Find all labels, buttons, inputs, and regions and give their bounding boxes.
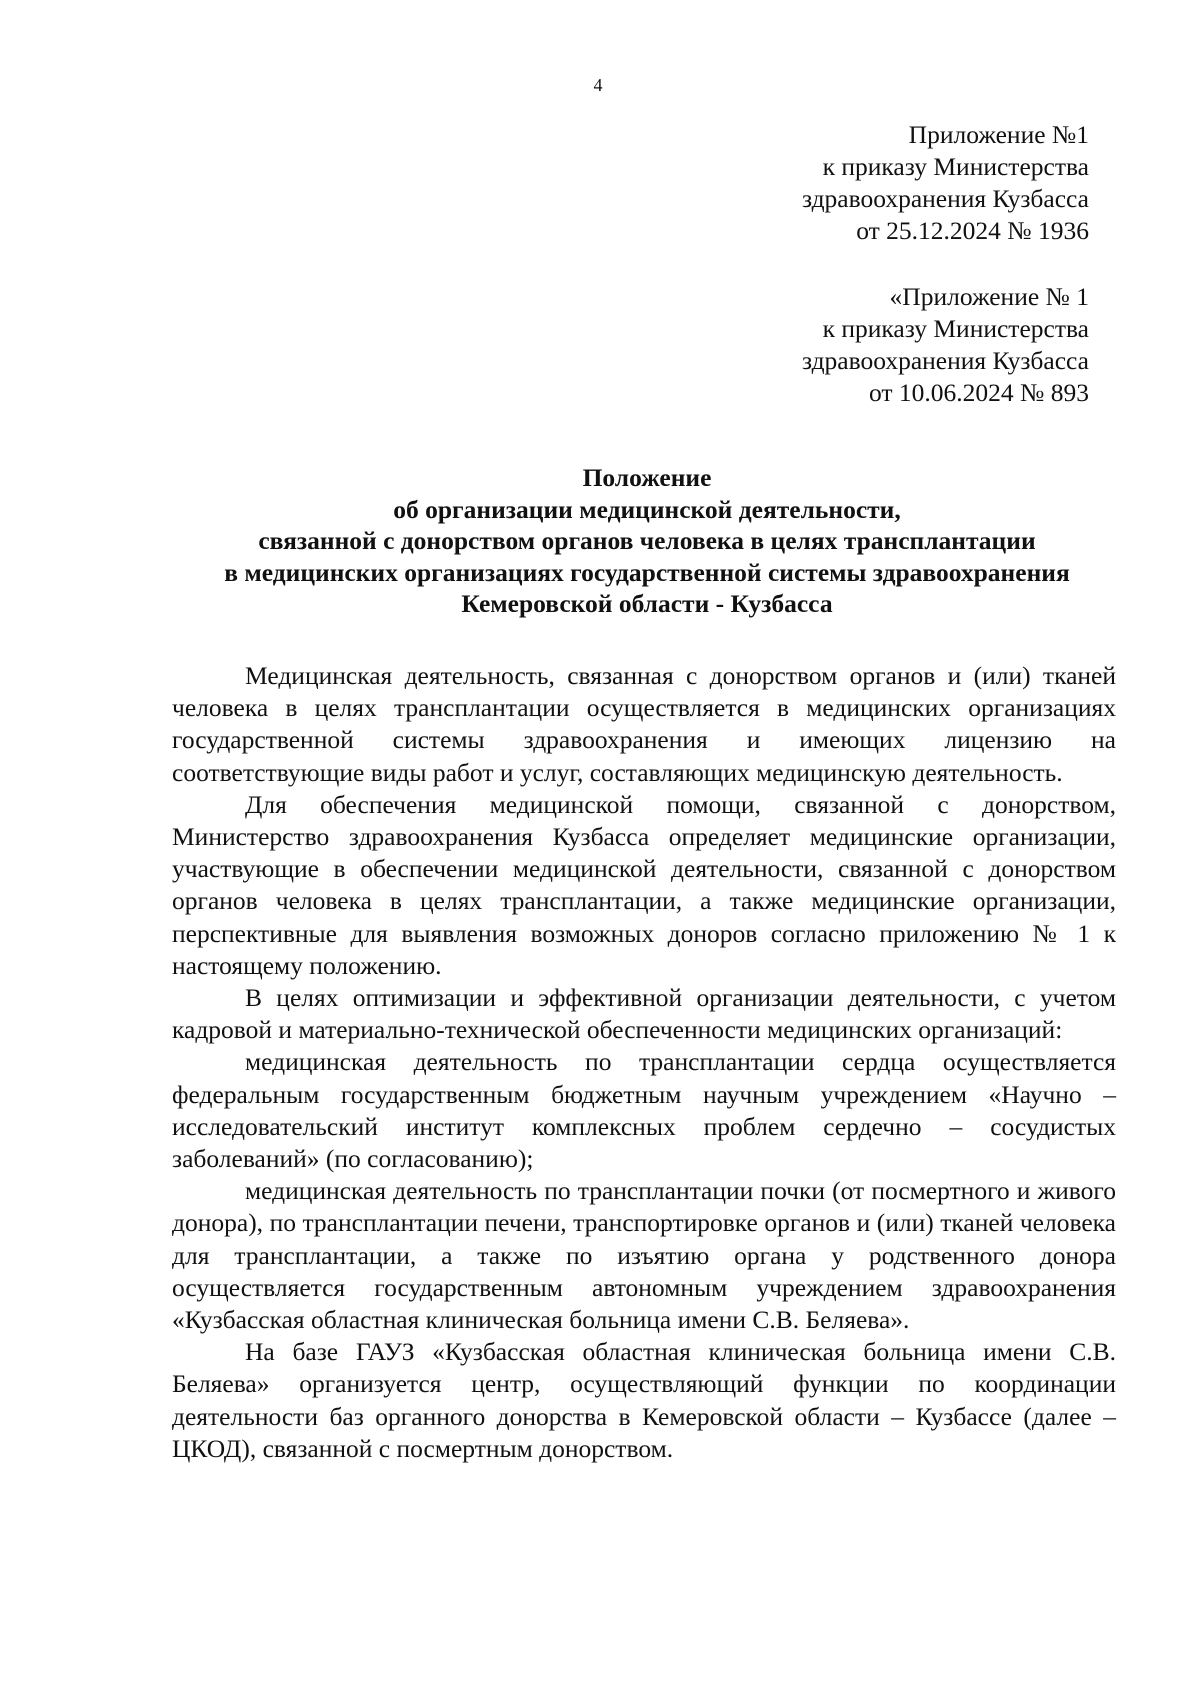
document-body <box>172 660 1116 1465</box>
paragraph-1: Медицинская деятельность, связанная с донорством органов и (или) тканей человека в целях трансплантации осуществляется в медицинских организациях государственной системы здравоохранения и имеющих лицензию на соответствующие виды работ и услуг, составляющих медицинскую деятельность. <box>172 661 1116 787</box>
title-line-2: об организации медицинской деятельности, <box>393 494 901 524</box>
paragraph-4: медицинская деятельность по трансплантации сердца осуществляется федеральным государственным бюджетным научным учреждением «Научно – исследовательский институт комплексных проблем сердечно – сосудистых заболеваний» (по согласованию); <box>172 1047 1116 1174</box>
appendix-header-current <box>802 119 1089 247</box>
appendix-previous-line-3: здравоохранения Кузбасса <box>801 346 1089 375</box>
appendix-previous-line-1: «Приложение № 1 <box>889 282 1089 311</box>
paragraph-2: Для обеспечения медицинской помощи, связанной с донорством, Министерство здравоохранения Кузбасса определяет медицинские организации, участвующие в обеспечении медицинской деятельности, связанной с донорством органов человека в целях трансплантации, а также медицинские организации, перспективные для выявления возможных доноров согласно приложению № 1 к настоящему положению. <box>172 789 1116 980</box>
appendix-header-previous <box>802 281 1089 409</box>
title-line-5: Кемеровской области - Кузбасса <box>461 589 833 618</box>
appendix-current-line-4: от 25.12.2024 № 1936 <box>856 216 1089 245</box>
title-line-1: Положение <box>582 463 712 492</box>
paragraph-3: В целях оптимизации и эффективной организации деятельности, с учетом кадровой и материально-технической обеспеченности медицинских организаций: <box>172 983 1116 1045</box>
title-line-3: связанной с донорством органов человека в целях трансплантации <box>258 526 1036 555</box>
appendix-previous-line-4: от 10.06.2024 № 893 <box>868 378 1089 407</box>
page-number: 4 <box>593 75 603 95</box>
paragraph-5: медицинская деятельность по трансплантации почки (от посмертного и живого донора), по трансплантации печени, транспортировке органов и (или) тканей человека для трансплантации, а также по изъятию органа у родственного донора осуществляется государственным автономным учреждением здравоохранения «Кузбасская областная клиническая больница имени С.В. Беляева». <box>172 1176 1116 1335</box>
appendix-previous-line-2: к приказу Министерства <box>822 314 1089 343</box>
document-title <box>120 462 1174 620</box>
title-line-4: в медицинских организациях государственной системы здравоохранения <box>224 557 1070 587</box>
appendix-current-line-3: здравоохранения Кузбасса <box>801 184 1089 213</box>
appendix-current-line-2: к приказу Министерства <box>822 152 1089 181</box>
paragraph-6: На базе ГАУЗ «Кузбасская областная клиническая больница имени С.В. Беляева» организуется центр, осуществляющий функции по координации деятельности баз органного донорства в Кемеровской области – Кузбассе (далее – ЦКОД), связанной с посмертным донорством. <box>172 1337 1116 1463</box>
appendix-current-line-1: Приложение №1 <box>908 120 1089 149</box>
